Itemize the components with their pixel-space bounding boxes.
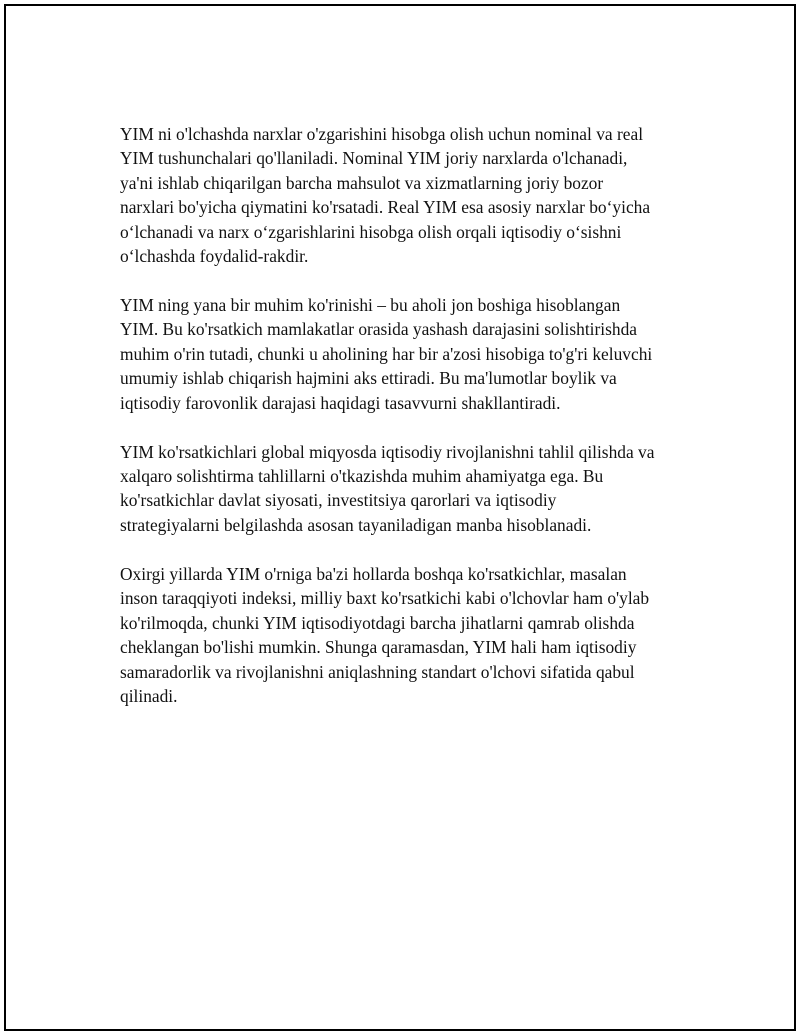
text-line: iqtisodiy farovonlik darajasi haqidagi tasavvurni shakllantiradi. bbox=[120, 392, 561, 413]
paragraph-global-indicators bbox=[120, 440, 690, 538]
paragraph-gdp-per-capita bbox=[120, 293, 690, 415]
text-line: o‘lchanadi va narx o‘zgarishlarini hisobga olish orqali iqtisodiy o‘sishni bbox=[120, 221, 622, 242]
text-line: ko'rsatkichlar davlat siyosati, investitsiya qarorlari va iqtisodiy bbox=[120, 490, 557, 511]
text-line: ya'ni ishlab chiqarilgan barcha mahsulot va xizmatlarning joriy bozor bbox=[120, 172, 604, 193]
text-line: YIM. Bu ko'rsatkich mamlakatlar orasida yashash darajasini solishtirishda bbox=[120, 319, 638, 340]
text-line: narxlari bo'yicha qiymatini ko'rsatadi. Real YIM esa asosiy narxlar bo‘yicha bbox=[120, 197, 651, 218]
text-line: YIM ning yana bir muhim ko'rinishi – bu aholi jon boshiga hisoblangan bbox=[120, 295, 621, 316]
text-line: o‘lchashda foydalid-rakdir. bbox=[120, 246, 309, 267]
document-body bbox=[120, 122, 690, 733]
text-line: ko'rilmoqda, chunki YIM iqtisodiyotdagi barcha jihatlarni qamrab olishda bbox=[120, 612, 635, 633]
text-line: Oxirgi yillarda YIM o'rniga ba'zi hollarda boshqa ko'rsatkichlar, masalan bbox=[120, 563, 627, 584]
text-line: YIM ko'rsatkichlari global miqyosda iqtisodiy rivojlanishni tahlil qilishda va bbox=[120, 441, 655, 462]
paragraph-nominal-real-gdp bbox=[120, 122, 690, 268]
text-line: samaradorlik va rivojlanishni aniqlashning standart o'lchovi sifatida qabul bbox=[120, 661, 635, 682]
text-line: YIM tushunchalari qo'llaniladi. Nominal YIM joriy narxlarda o'lchanadi, bbox=[120, 148, 628, 169]
document-page bbox=[4, 4, 796, 1031]
text-line: xalqaro solishtirma tahlillarni o'tkazishda muhim ahamiyatga ega. Bu bbox=[120, 466, 604, 487]
text-line: inson taraqqiyoti indeksi, milliy baxt ko'rsatkichi kabi o'lchovlar ham o'ylab bbox=[120, 588, 650, 609]
text-line: umumiy ishlab chiqarish hajmini aks ettiradi. Bu ma'lumotlar boylik va bbox=[120, 368, 617, 389]
text-line: muhim o'rin tutadi, chunki u aholining har bir a'zosi hisobiga to'g'ri keluvchi bbox=[120, 343, 653, 364]
text-line: cheklangan bo'lishi mumkin. Shunga qaramasdan, YIM hali ham iqtisodiy bbox=[120, 637, 637, 658]
text-line: qilinadi. bbox=[120, 685, 178, 706]
text-line: strategiyalarni belgilashda asosan tayaniladigan manba hisoblanadi. bbox=[120, 514, 592, 535]
paragraph-alternative-indicators bbox=[120, 562, 690, 708]
text-line: YIM ni o'lchashda narxlar o'zgarishini hisobga olish uchun nominal va real bbox=[120, 124, 644, 144]
